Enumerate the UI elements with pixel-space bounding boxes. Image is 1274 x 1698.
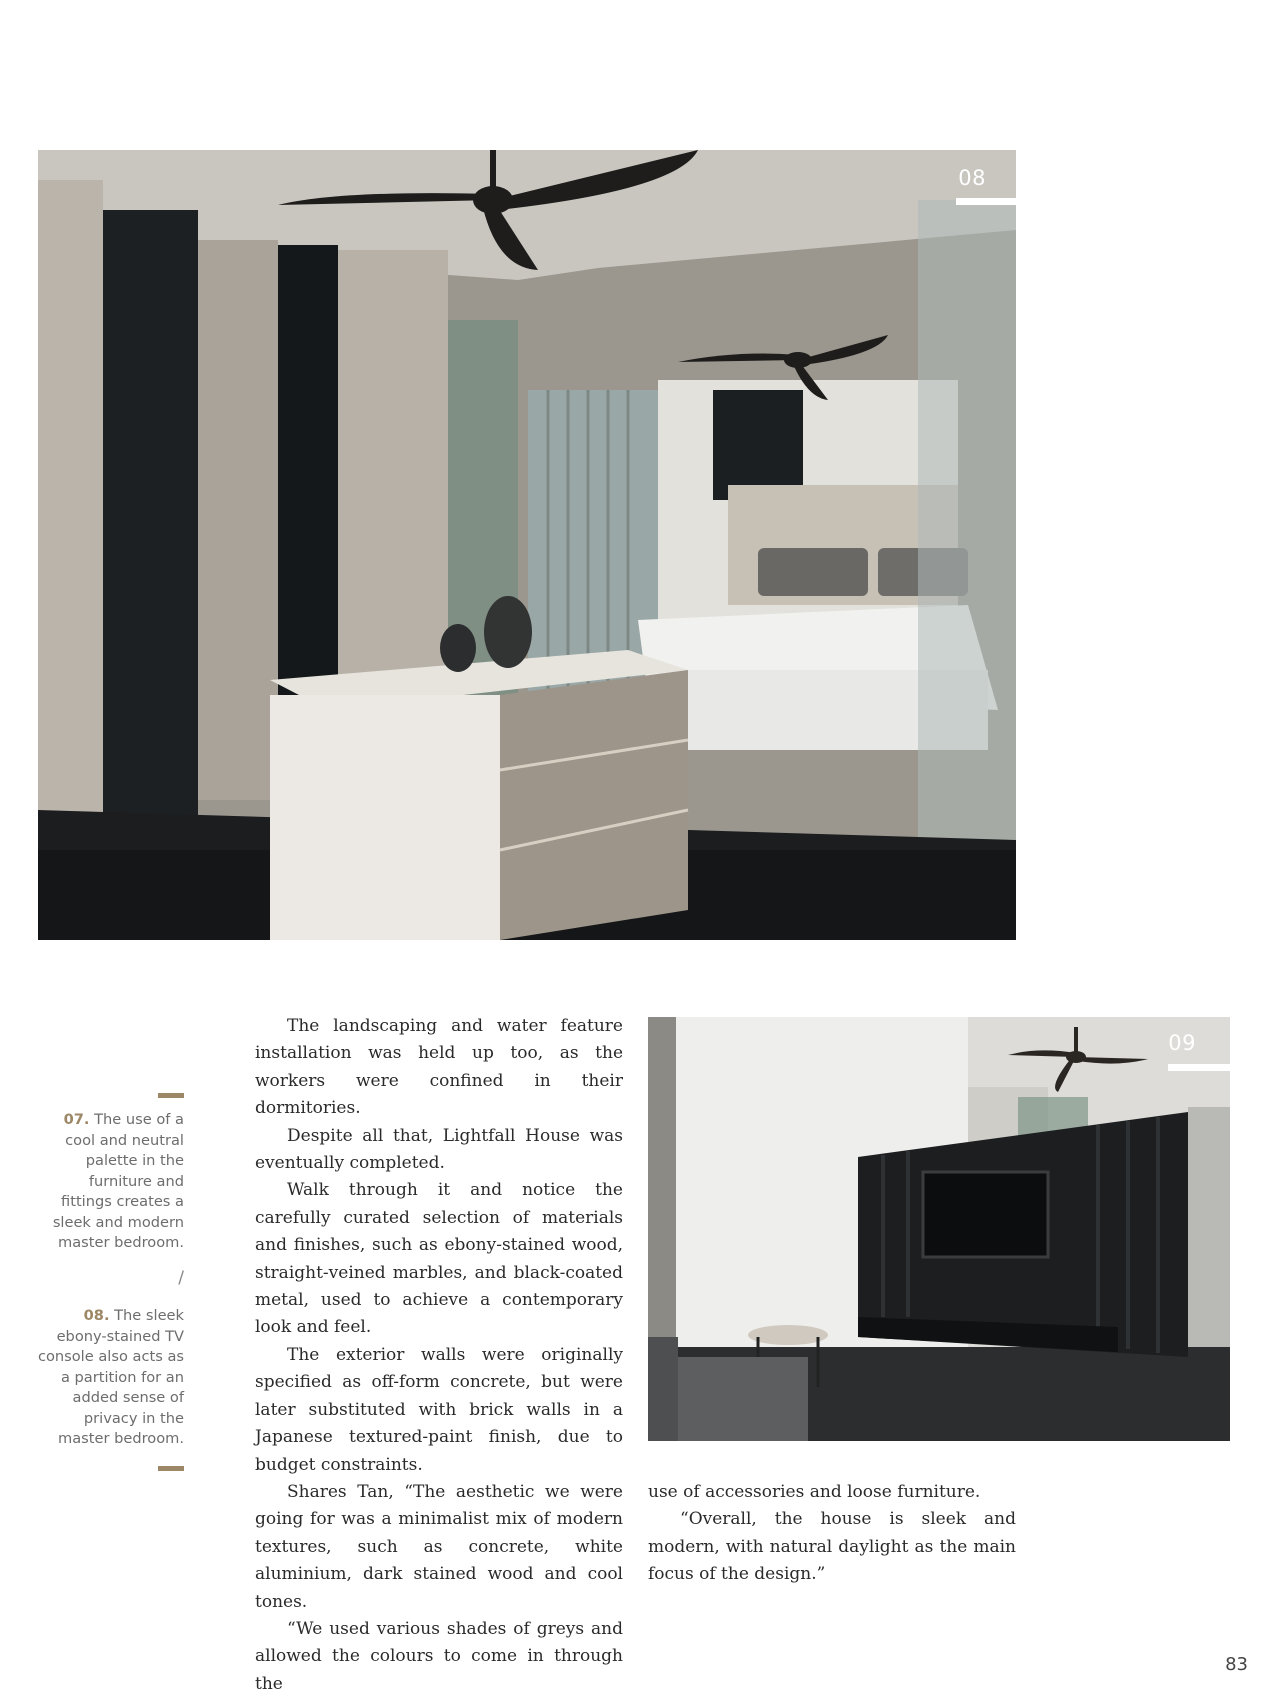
bedroom-photo-image <box>38 150 1016 940</box>
body-paragraph: Walk through it and notice the carefully curated selection of materials and finishes, such as ebony-stained wood, straight-veined marbles, and black-coated metal, used to achieve a contemporary look and feel. <box>255 1180 623 1338</box>
caption-column <box>34 1093 184 1471</box>
caption-08 <box>34 1306 184 1450</box>
caption-text: The sleek ebony-stained TV console also acts as a partition for an added sense of privacy in the master bedroom. <box>37 1307 184 1447</box>
photo-number-08: 08 <box>958 166 986 190</box>
body-paragraph-continued: use of accessories and loose furniture. <box>648 1482 981 1502</box>
body-paragraph: “Overall, the house is sleek and modern, with natural daylight as the main focus of the design.” <box>648 1509 1016 1585</box>
caption-number: 07. <box>63 1111 90 1128</box>
caption-number: 08. <box>83 1307 110 1324</box>
body-paragraph: Despite all that, Lightfall House was eventually completed. <box>255 1125 623 1174</box>
caption-rule-bottom <box>158 1466 184 1471</box>
caption-07 <box>34 1110 184 1254</box>
body-paragraph: Shares Tan, “The aesthetic we were going for was a minimalist mix of modern textures, such as concrete, white aluminium, dark stained wood and cool tones. <box>255 1481 623 1612</box>
caption-text: The use of a cool and neutral palette in the furniture and fittings creates a sleek and modern master bedroom. <box>52 1111 184 1251</box>
body-text-right-column <box>648 1479 1016 1589</box>
photo-number-bar <box>956 198 1016 205</box>
caption-rule-top <box>158 1093 184 1098</box>
tv-console-photo-image <box>648 1017 1230 1441</box>
body-paragraph: The exterior walls were originally specified as off-form concrete, but were later substituted with brick walls in a Japanese textured-paint finish, due to budget constraints. <box>255 1344 623 1475</box>
body-paragraph: “We used various shades of greys and allowed the colours to come in through the <box>255 1618 623 1694</box>
tv-console-photo <box>648 1017 1230 1441</box>
bedroom-photo <box>38 150 1016 940</box>
body-paragraph: The landscaping and water feature installation was held up too, as the workers were confined in their dormitories. <box>255 1016 623 1119</box>
page-number: 83 <box>1225 1654 1248 1675</box>
photo-number-09: 09 <box>1168 1031 1196 1055</box>
body-text-left-column <box>255 1013 623 1698</box>
photo-number-bar <box>1168 1064 1230 1071</box>
caption-separator: / <box>178 1267 184 1288</box>
